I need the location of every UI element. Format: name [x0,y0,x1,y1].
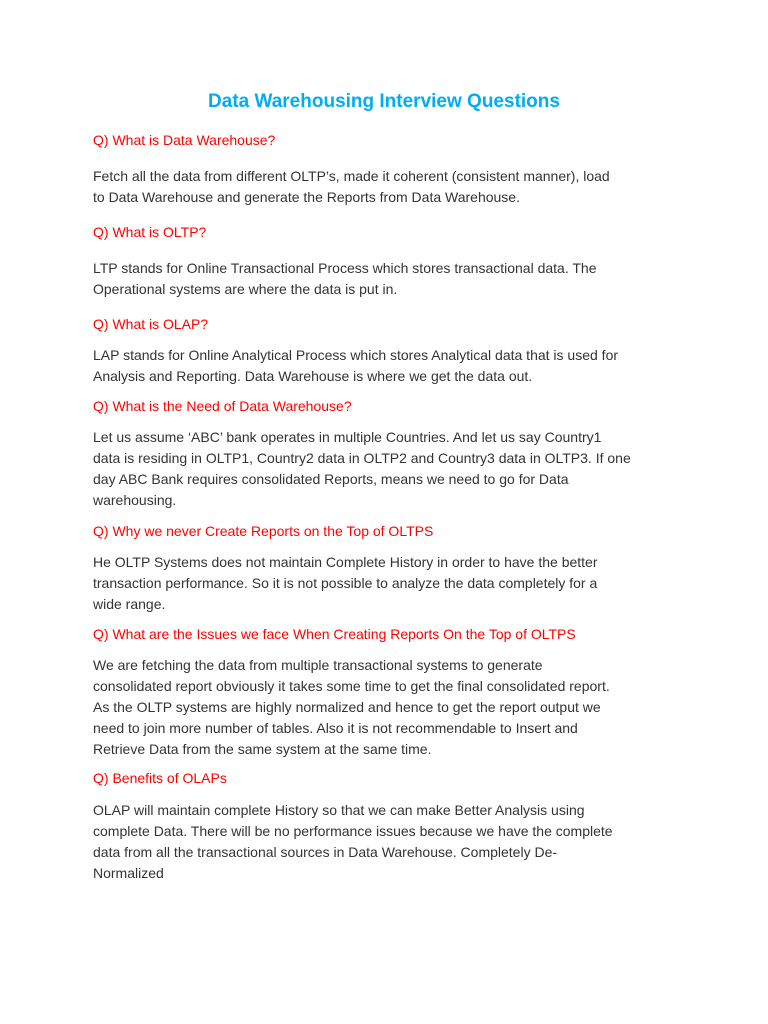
answer-line: Normalized [93,865,164,881]
question-what-is-olap: Q) What is OLAP? [93,316,209,332]
answer-line: complete Data. There will be no performance issues because we have the complete [93,823,613,839]
answer-line: need to join more number of tables. Also it is not recommendable to Insert and [93,720,578,736]
document-title: Data Warehousing Interview Questions [208,91,560,112]
answer-line: warehousing. [93,492,177,508]
answer-line: Analysis and Reporting. Data Warehouse is where we get the data out. [93,368,533,384]
answer-need-of-data-warehouse [93,427,693,511]
answer-line: Retrieve Data from the same system at the same time. [93,741,432,757]
answer-line: to Data Warehouse and generate the Reports from Data Warehouse. [93,189,520,205]
answer-line: day ABC Bank requires consolidated Reports, means we need to go for Data [93,471,569,487]
answer-line: data is residing in OLTP1, Country2 data in OLTP2 and Country3 data in OLTP3. If one [93,450,631,466]
answer-line: OLAP will maintain complete History so that we can make Better Analysis using [93,802,585,818]
answer-line: LTP stands for Online Transactional Process which stores transactional data. The [93,260,597,276]
answer-line: data from all the transactional sources in Data Warehouse. Completely De- [93,844,558,860]
answer-why-never-create-reports-on-oltps [93,552,693,615]
question-issues-creating-reports-on-oltps: Q) What are the Issues we face When Creating Reports On the Top of OLTPS [93,626,576,642]
answer-issues-creating-reports-on-oltps [93,655,693,760]
question-benefits-of-olaps: Q) Benefits of OLAPs [93,770,227,786]
answer-line: Operational systems are where the data is put in. [93,281,398,297]
question-what-is-data-warehouse: Q) What is Data Warehouse? [93,132,276,148]
answer-what-is-olap [93,345,693,387]
answer-line: We are fetching the data from multiple transactional systems to generate [93,657,543,673]
answer-benefits-of-olaps [93,800,693,884]
answer-line: As the OLTP systems are highly normalized and hence to get the report output we [93,699,601,715]
answer-line: Fetch all the data from different OLTP’s, made it coherent (consistent manner), load [93,168,610,184]
question-why-never-create-reports-on-oltps: Q) Why we never Create Reports on the Top of OLTPS [93,523,434,539]
answer-what-is-oltp [93,258,693,300]
answer-line: Let us assume ‘ABC’ bank operates in multiple Countries. And let us say Country1 [93,429,602,445]
answer-line: consolidated report obviously it takes some time to get the final consolidated report. [93,678,610,694]
answer-line: transaction performance. So it is not possible to analyze the data completely for a [93,575,598,591]
answer-line: LAP stands for Online Analytical Process which stores Analytical data that is used for [93,347,619,363]
answer-line: wide range. [93,596,166,612]
question-need-of-data-warehouse: Q) What is the Need of Data Warehouse? [93,398,352,414]
question-what-is-oltp: Q) What is OLTP? [93,224,207,240]
answer-line: He OLTP Systems does not maintain Complete History in order to have the better [93,554,598,570]
answer-what-is-data-warehouse [93,166,693,208]
